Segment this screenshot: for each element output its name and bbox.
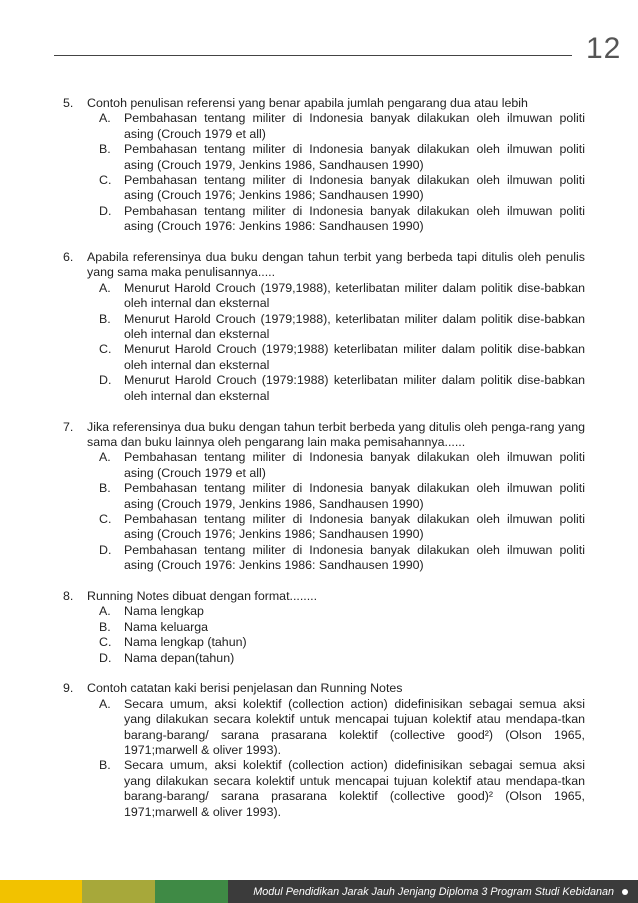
header-rule xyxy=(54,55,572,56)
question-text: Contoh penulisan referensi yang benar apabila jumlah pengarang dua atau lebih xyxy=(87,96,528,110)
option-text: Nama lengkap (tahun) xyxy=(124,635,247,650)
option-text: Nama keluarga xyxy=(124,619,209,634)
option-text: Menurut Harold Crouch (1979;1988) keterlibatan militer dalam politik dise-babkan oleh internal dan eksternal xyxy=(124,342,585,372)
option-text: Pembahasan tentang militer di Indonesia banyak dilakukan oleh ilmuwan politi asing (Crouch 1979 et all) xyxy=(124,450,585,480)
option-c xyxy=(99,173,585,204)
option-letter: A. xyxy=(99,696,111,711)
option-c xyxy=(99,635,585,650)
option-c xyxy=(99,342,585,373)
option-c xyxy=(99,512,585,543)
option-text: Menurut Harold Crouch (1979;1988), keterlibatan militer dalam politik dise-babkan oleh internal dan eksternal xyxy=(124,311,585,342)
option-b xyxy=(99,481,585,512)
option-text: Pembahasan tentang militer di Indonesia banyak dilakukan oleh ilmuwan politi asing (Crouch 1976; Jenkins 1986; Sandhausen 1990) xyxy=(124,173,585,203)
option-letter: D. xyxy=(99,650,112,665)
question-7 xyxy=(63,420,585,574)
question-5 xyxy=(63,96,585,235)
page-number: 12 xyxy=(586,32,622,65)
question-text: Apabila referensinya dua buku dengan tahun terbit yang berbeda tapi ditulis oleh penulis yang sama maka penulisannya..... xyxy=(87,250,585,280)
question-number: 5. xyxy=(63,96,74,110)
option-b xyxy=(99,312,585,343)
question-number: 9. xyxy=(63,681,74,696)
question-text: Jika referensinya dua buku dengan tahun terbit berbeda yang ditulis oleh penga-rang yang sama dan buku lainnya oleh pengarang lain maka pemisahannya...... xyxy=(87,419,585,449)
question-6 xyxy=(63,250,585,404)
option-text: Menurut Harold Crouch (1979,1988), keterlibatan militer dalam politik dise-babkan oleh internal dan eksternal xyxy=(124,280,585,311)
option-text: Nama depan(tahun) xyxy=(124,650,235,665)
option-letter: D. xyxy=(99,203,112,218)
option-text: Nama lengkap xyxy=(124,604,204,619)
question-number: 7. xyxy=(63,419,74,434)
option-text: Pembahasan tentang militer di Indonesia banyak dilakukan oleh ilmuwan politi asing (Crouch 1976; Jenkins 1986; Sandhausen 1990) xyxy=(124,511,585,542)
option-b xyxy=(99,142,585,173)
option-text: Pembahasan tentang militer di Indonesia banyak dilakukan oleh ilmuwan politi asing (Crouch 1979, Jenkins 1986, Sandhausen 1990) xyxy=(124,481,585,511)
question-number: 6. xyxy=(63,250,74,265)
footer xyxy=(0,880,638,903)
option-letter: A. xyxy=(99,604,111,619)
footer-band-dark xyxy=(228,880,638,903)
question-list xyxy=(63,96,585,835)
option-letter: B. xyxy=(99,758,111,773)
footer-text: Modul Pendidikan Jarak Jauh Jenjang Diploma 3 Program Studi Kebidanan xyxy=(253,885,614,898)
question-8 xyxy=(63,589,585,666)
option-letter: D. xyxy=(99,542,112,557)
option-letter: C. xyxy=(99,173,112,188)
option-text: Secara umum, aksi kolektif (collection action) didefinisikan sebagai semua aksi yang dilakukan secara kolektif untuk mencapai tujuan kolektif atau mendapa-tkan barang-barang/ sarana prasarana kolektif (collective good²) (Olson 1965, 1971;marwell & oliver 1993). xyxy=(124,696,585,757)
footer-band-olive xyxy=(82,880,155,903)
option-d xyxy=(99,543,585,574)
option-a xyxy=(99,281,585,312)
option-text: Menurut Harold Crouch (1979:1988) keterlibatan militer dalam politik dise-babkan oleh internal dan eksternal xyxy=(124,373,585,403)
footer-dot-icon xyxy=(622,889,628,895)
option-letter: B. xyxy=(99,481,111,496)
option-a xyxy=(99,604,585,619)
option-d xyxy=(99,204,585,235)
option-a xyxy=(99,111,585,142)
option-text: Pembahasan tentang militer di Indonesia banyak dilakukan oleh ilmuwan politi asing (Crouch 1976: Jenkins 1986: Sandhausen 1990) xyxy=(124,542,585,573)
question-text: Contoh catatan kaki berisi penjelasan dan Running Notes xyxy=(87,681,403,696)
option-text: Secara umum, aksi kolektif (collection action) didefinisikan sebagai semua aksi yang dilakukan secara kolektif untuk mencapai tujuan kolektif atau mendapa-tkan barang-barang/ sarana prasarana kolektif (collective good)² (Olson 1965, 1971;marwell & oliver 1993). xyxy=(124,758,585,819)
footer-band-green xyxy=(155,880,228,903)
option-text: Pembahasan tentang militer di Indonesia banyak dilakukan oleh ilmuwan politi asing (Crouch 1979 et all) xyxy=(124,111,585,141)
option-letter: C. xyxy=(99,342,112,357)
option-letter: B. xyxy=(99,311,111,326)
footer-band-yellow xyxy=(0,880,82,903)
option-text: Pembahasan tentang militer di Indonesia banyak dilakukan oleh ilmuwan politi asing (Crouch 1976: Jenkins 1986: Sandhausen 1990) xyxy=(124,203,585,234)
option-letter: C. xyxy=(99,635,112,650)
option-letter: D. xyxy=(99,373,112,388)
option-b xyxy=(99,758,585,820)
option-text: Pembahasan tentang militer di Indonesia banyak dilakukan oleh ilmuwan politi asing (Crouch 1979, Jenkins 1986, Sandhausen 1990) xyxy=(124,142,585,172)
question-text: Running Notes dibuat dengan format........ xyxy=(87,588,318,603)
option-letter: B. xyxy=(99,142,111,157)
option-letter: A. xyxy=(99,450,111,465)
option-b xyxy=(99,620,585,635)
option-letter: C. xyxy=(99,511,112,526)
option-letter: A. xyxy=(99,280,111,295)
question-number: 8. xyxy=(63,588,74,603)
option-letter: A. xyxy=(99,111,111,126)
option-d xyxy=(99,651,585,666)
option-d xyxy=(99,373,585,404)
option-a xyxy=(99,697,585,759)
option-a xyxy=(99,450,585,481)
option-letter: B. xyxy=(99,619,111,634)
question-9 xyxy=(63,681,585,820)
